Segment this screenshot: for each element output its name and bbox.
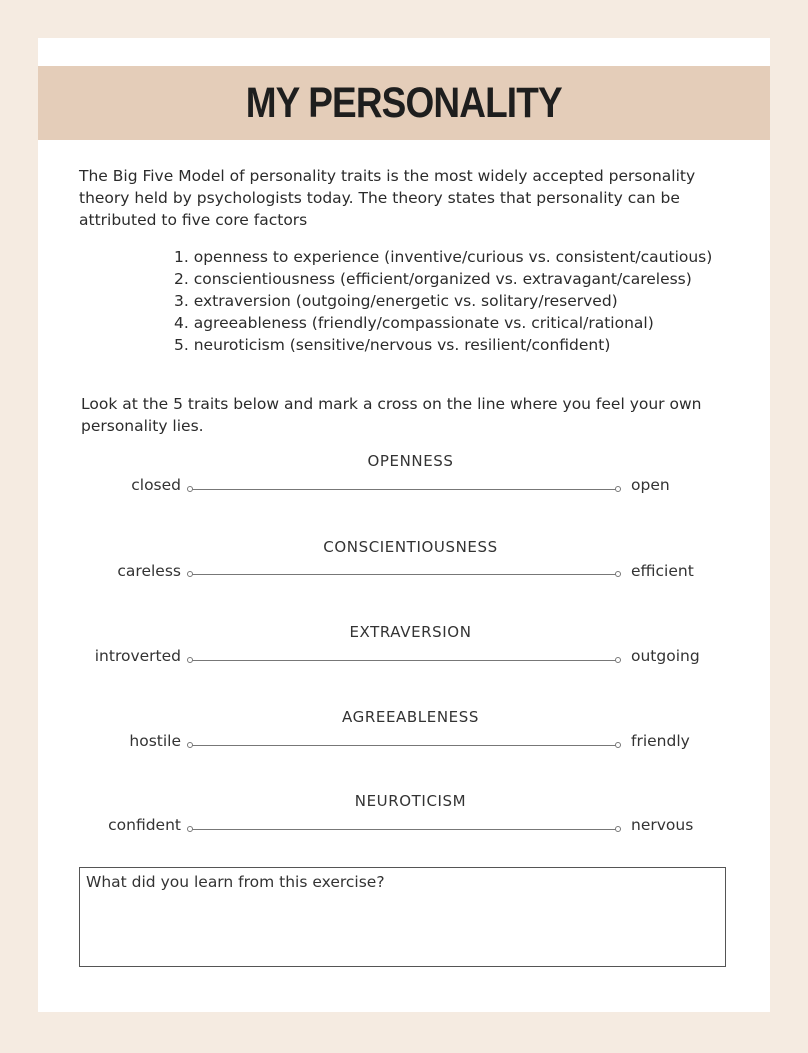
scale-left-label: closed	[131, 476, 181, 494]
trait-name: OPENNESS	[367, 452, 454, 470]
scale-endpoint-right	[615, 486, 621, 492]
trait-name: EXTRAVERSION	[349, 623, 472, 641]
factor-item: 2. conscientiousness (efficient/organized vs. extravagant/careless)	[174, 270, 692, 288]
worksheet-page	[38, 38, 770, 1012]
scale-right-label: outgoing	[631, 647, 700, 665]
scale-right-label: nervous	[631, 816, 694, 834]
scale-left-label: confident	[108, 816, 181, 834]
instruction-paragraph: Look at the 5 traits below and mark a cross on the line where you feel your own personality lies.	[81, 395, 702, 435]
trait-conscientiousness	[38, 538, 770, 598]
scale-endpoint-right	[615, 571, 621, 577]
trait-openness	[38, 452, 770, 512]
title-band	[38, 66, 770, 140]
conscientiousness-scale-line[interactable]	[187, 570, 621, 578]
scale-right-label: open	[631, 476, 670, 494]
scale-endpoint-right	[615, 657, 621, 663]
neuroticism-scale-line[interactable]	[187, 825, 621, 833]
scale-line	[191, 489, 617, 490]
page-title: MY PERSONALITY	[245, 78, 563, 127]
factor-list	[174, 246, 734, 356]
scale-line	[191, 745, 617, 746]
scale-endpoint-left	[187, 826, 193, 832]
scale-endpoint-left	[187, 742, 193, 748]
factor-item: 4. agreeableness (friendly/compassionate vs. critical/rational)	[174, 314, 654, 332]
extraversion-scale-line[interactable]	[187, 656, 621, 664]
agreeableness-scale-line[interactable]	[187, 741, 621, 749]
trait-extraversion	[38, 623, 770, 683]
scale-endpoint-left	[187, 571, 193, 577]
scale-endpoint-left	[187, 486, 193, 492]
scale-left-label: hostile	[129, 732, 181, 750]
scale-line	[191, 829, 617, 830]
factor-item: 5. neuroticism (sensitive/nervous vs. resilient/confident)	[174, 336, 611, 354]
intro-paragraph: The Big Five Model of personality traits is the most widely accepted personality theory held by psychologists today. The theory states that personality can be attributed to five core factors	[79, 167, 696, 229]
trait-name: NEUROTICISM	[354, 792, 467, 810]
scale-endpoint-right	[615, 742, 621, 748]
scale-endpoint-right	[615, 826, 621, 832]
factor-item: 1. openness to experience (inventive/curious vs. consistent/cautious)	[174, 248, 713, 266]
scale-endpoint-left	[187, 657, 193, 663]
scale-line	[191, 574, 617, 575]
trait-name: AGREEABLENESS	[342, 708, 479, 726]
scale-right-label: efficient	[631, 562, 694, 580]
scale-left-label: careless	[117, 562, 181, 580]
scale-line	[191, 660, 617, 661]
trait-agreeableness	[38, 708, 770, 768]
trait-name: CONSCIENTIOUSNESS	[323, 538, 498, 556]
factor-item: 3. extraversion (outgoing/energetic vs. solitary/reserved)	[174, 292, 618, 310]
openness-scale-line[interactable]	[187, 485, 621, 493]
reflection-prompt: What did you learn from this exercise?	[86, 873, 385, 891]
trait-neuroticism	[38, 792, 770, 852]
scale-left-label: introverted	[94, 647, 181, 665]
reflection-answer-box[interactable]	[79, 867, 726, 967]
scale-right-label: friendly	[631, 732, 690, 750]
